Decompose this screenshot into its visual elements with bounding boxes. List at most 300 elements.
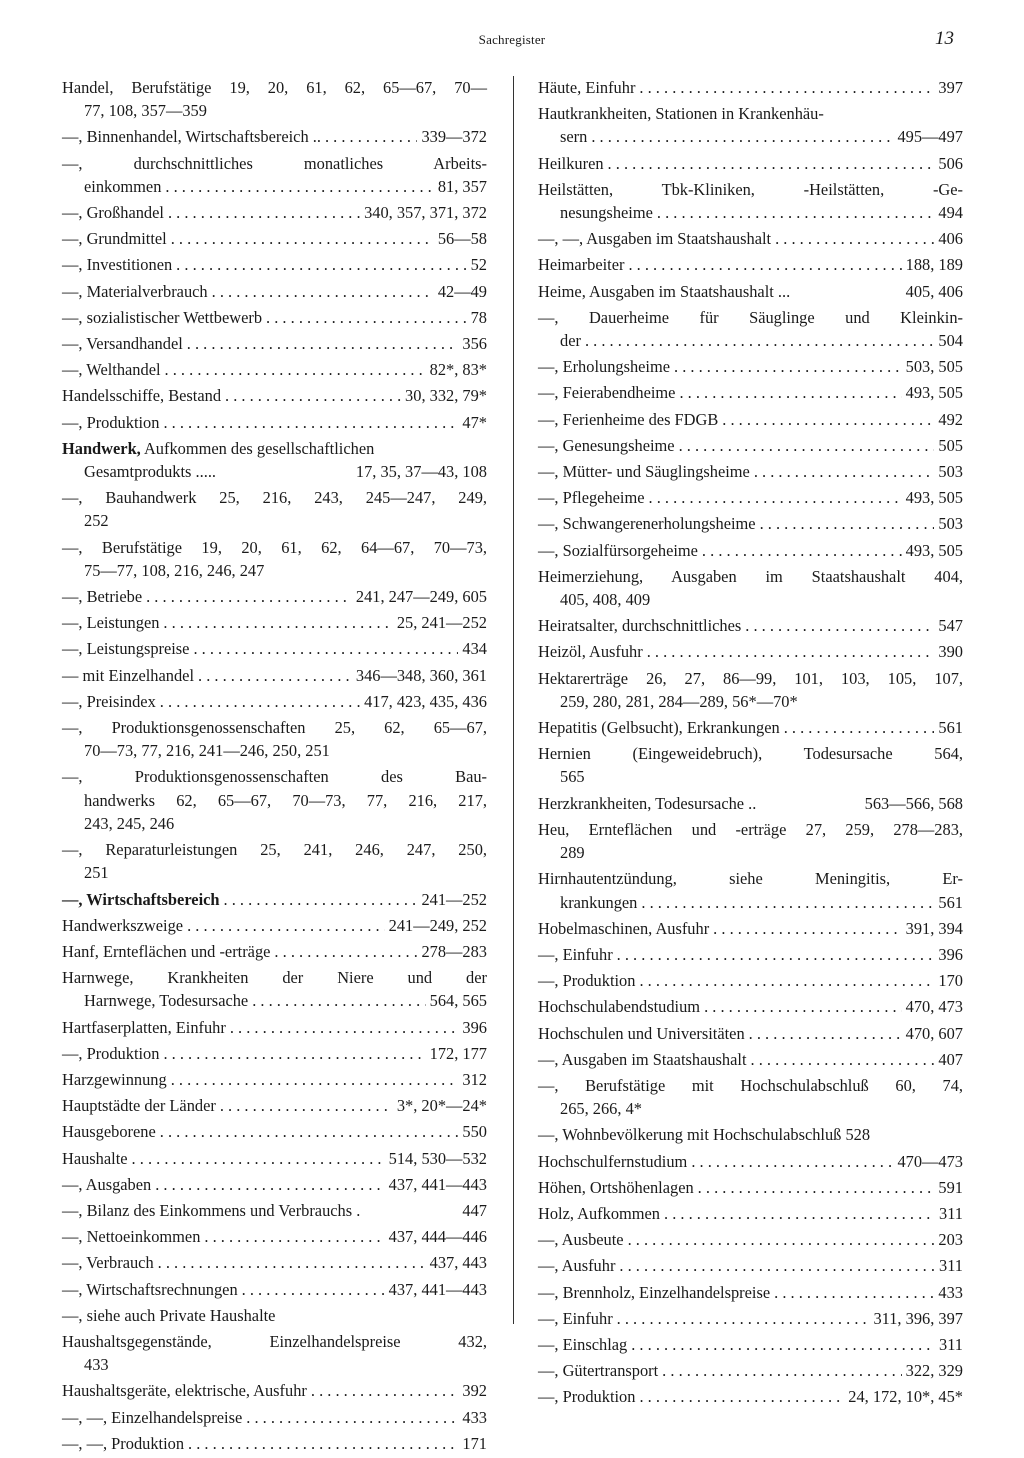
page-references: 311 [939, 1256, 963, 1276]
entry-text: Heimerziehung, Ausgaben im Staatshaushalt 404, [538, 566, 963, 586]
entry-term: —, Wirtschaftsrechnungen [62, 1279, 238, 1299]
index-line [62, 1304, 487, 1327]
index-line [538, 1123, 963, 1146]
entry-term: —, Schwangerenerholungsheime [538, 514, 756, 534]
leader-dots [639, 76, 934, 99]
index-entry [62, 585, 487, 608]
index-line [62, 1042, 487, 1065]
entry-term: Haushaltsgeräte, elektrische, Ausfuhr [62, 1381, 307, 1401]
entry-term: Hochschulabendstudium [538, 997, 701, 1017]
entry-term: Heimarbeiter [538, 255, 625, 275]
entry-text: Hirnhautentzündung, siehe Meningitis, Er- [538, 869, 963, 889]
entry-text: Heilstätten, Tbk-Kliniken, -Heilstätten, -Ge- [538, 179, 963, 199]
entry-term: —, Ferienheime des FDGB [538, 409, 719, 429]
page-references: 390 [938, 642, 963, 662]
index-line [62, 1379, 487, 1402]
entry-term: — mit Einzelhandel [62, 665, 194, 685]
leader-dots [220, 1094, 393, 1117]
page-references: 492 [938, 409, 963, 429]
leader-dots [641, 891, 934, 914]
leader-dots [722, 408, 934, 431]
index-line [538, 102, 963, 125]
index-entry [538, 640, 963, 663]
index-line [62, 486, 487, 509]
index-line [62, 1120, 487, 1143]
page-references: 494 [938, 203, 963, 223]
index-entry [538, 1176, 963, 1199]
entry-term: —, Produktion [538, 1387, 636, 1407]
page-references: 564, 565 [429, 991, 487, 1011]
index-entry [538, 943, 963, 966]
leader-dots [188, 1432, 458, 1455]
index-line [62, 227, 487, 250]
entry-text: 70—73, 77, 216, 241—246, 250, 251 [84, 741, 330, 761]
leader-dots [713, 917, 901, 940]
index-entry [538, 253, 963, 276]
index-entry [538, 1074, 963, 1120]
index-entry [538, 460, 963, 483]
leader-dots [647, 640, 935, 663]
index-line [538, 742, 963, 765]
index-line [538, 841, 963, 864]
index-line [538, 917, 963, 940]
index-line [62, 1173, 487, 1196]
entry-text: 77, 108, 357—359 [84, 101, 207, 121]
index-line [62, 1016, 487, 1039]
index-line [538, 152, 963, 175]
index-line [538, 969, 963, 992]
index-entry [538, 227, 963, 250]
entry-text: 433 [84, 1355, 109, 1375]
page-references: 241, 247—249, 605 [355, 587, 487, 607]
entry-term: —, Pflegeheime [538, 488, 645, 508]
index-line [62, 585, 487, 608]
page-references: 470, 473 [905, 997, 963, 1017]
index-line [538, 280, 963, 303]
index-line [62, 411, 487, 434]
leader-dots [266, 306, 467, 329]
index-entry [62, 1406, 487, 1429]
index-entry [62, 765, 487, 835]
leader-dots [187, 332, 459, 355]
page-references: 437, 444—446 [388, 1227, 487, 1247]
page-references: 561 [938, 718, 963, 738]
entry-term: —, —, Ausgaben im Staatshaushalt [538, 229, 772, 249]
entry-term: —, Einfuhr [538, 944, 613, 964]
leader-dots [664, 1202, 935, 1225]
entry-text: 265, 266, 4* [560, 1099, 642, 1119]
entry-term-bold: Handwerk, [62, 438, 141, 458]
index-line [62, 989, 487, 1012]
index-entry [62, 1225, 487, 1248]
leader-dots [160, 690, 360, 713]
leader-dots [784, 716, 935, 739]
index-entry [62, 966, 487, 1012]
page-references: 311 [939, 1203, 963, 1223]
index-line [62, 888, 487, 911]
entry-text: Handel, Berufstätige 19, 20, 61, 62, 65—67, 70— [62, 78, 487, 97]
index-line [538, 1022, 963, 1045]
index-entry [62, 637, 487, 660]
leader-dots [679, 381, 901, 404]
index-entry [62, 1304, 487, 1327]
page-references: 81, 357 [437, 176, 487, 196]
index-line [62, 1251, 487, 1274]
entry-text: Hektarerträge 26, 27, 86—99, 101, 103, 105, 107, [538, 668, 963, 688]
index-line [62, 739, 487, 762]
index-entry [538, 152, 963, 175]
index-line [538, 1359, 963, 1382]
page-references: 3*, 20*—24* [396, 1096, 487, 1116]
index-line [538, 1307, 963, 1330]
leader-dots [246, 1406, 458, 1429]
leader-dots [585, 329, 934, 352]
index-line [538, 792, 963, 815]
entry-text: 289 [560, 843, 585, 863]
leader-dots [325, 125, 418, 148]
page-references: 203 [938, 1230, 963, 1250]
entry-term: Gesamtprodukts ..... [84, 462, 217, 482]
entry-term: —, Welthandel [62, 360, 161, 380]
page-references: 392 [462, 1381, 487, 1401]
index-line [538, 765, 963, 788]
entry-term: —, Einschlag [538, 1334, 628, 1354]
index-line [62, 509, 487, 532]
index-entry [62, 76, 487, 122]
page-references: 437, 441—443 [388, 1174, 487, 1194]
index-entry [538, 667, 963, 713]
entry-text: Aufkommen des gesellschaftlichen [140, 438, 375, 458]
entry-text: 251 [84, 863, 109, 883]
index-entry [538, 1385, 963, 1408]
index-line [62, 664, 487, 687]
entry-term: Hochschulen und Universitäten [538, 1023, 745, 1043]
index-entry [538, 434, 963, 457]
index-line [538, 1254, 963, 1277]
index-entry [538, 917, 963, 940]
entry-text: —, siehe auch Private Haushalte [62, 1305, 276, 1325]
leader-dots [760, 512, 935, 535]
index-entry [538, 355, 963, 378]
leader-dots [617, 1307, 870, 1330]
entry-term: —, Ausfuhr [538, 1256, 616, 1276]
entry-term: —, Mütter- und Säuglingsheime [538, 462, 750, 482]
entry-term: —, Produktion [62, 1043, 160, 1063]
index-entry [62, 332, 487, 355]
page-references: 170 [938, 971, 963, 991]
index-line [538, 667, 963, 690]
entry-term: Handwerkszweige [62, 915, 184, 935]
index-entry [538, 1123, 963, 1146]
page-references: 550 [462, 1122, 487, 1142]
index-line [62, 384, 487, 407]
entry-term: —, Produktion [538, 971, 636, 991]
entry-term: Heizöl, Ausfuhr [538, 642, 643, 662]
leader-dots [311, 1379, 459, 1402]
index-line [62, 966, 487, 989]
entry-text: 405, 408, 409 [560, 590, 651, 610]
index-entry [538, 486, 963, 509]
entry-term: —, Ausgaben im Staatshaushalt [538, 1049, 747, 1069]
page-references: 78 [470, 307, 487, 327]
index-column-left [62, 76, 487, 1458]
column-divider [513, 76, 514, 1324]
index-entry [62, 1042, 487, 1065]
page-references: 52 [470, 255, 487, 275]
index-entry [62, 358, 487, 381]
leader-dots [749, 1022, 902, 1045]
index-line [538, 565, 963, 588]
index-entry [62, 1120, 487, 1143]
index-entry [62, 1068, 487, 1091]
page-references: 346—348, 360, 361 [355, 665, 487, 685]
leader-dots [158, 1251, 426, 1274]
page-references: 406 [938, 229, 963, 249]
entry-term: Höhen, Ortshöhenlagen [538, 1177, 694, 1197]
page-references: 241—252 [421, 889, 487, 909]
entry-text: 252 [84, 511, 109, 531]
entry-text: —, Dauerheime für Säuglinge und Kleinkin- [538, 307, 963, 327]
entry-term: —, Preisindex [62, 691, 156, 711]
leader-dots [163, 1042, 425, 1065]
index-line [538, 943, 963, 966]
entry-term: sern [560, 127, 588, 147]
leader-dots [171, 227, 434, 250]
index-line [538, 355, 963, 378]
page-references: 56—58 [437, 229, 487, 249]
entry-term: Handelsschiffe, Bestand [62, 386, 222, 406]
index-entry [62, 536, 487, 582]
leader-dots [132, 1147, 385, 1170]
index-line [538, 995, 963, 1018]
leader-dots [165, 358, 426, 381]
entry-text: handwerks 62, 65—67, 70—73, 77, 216, 217, [84, 790, 487, 810]
entry-term: Häute, Einfuhr [538, 78, 636, 97]
entry-term: Heime, Ausgaben im Staatshaushalt ... [538, 281, 791, 301]
index-entry [62, 1278, 487, 1301]
leader-dots [691, 1150, 893, 1173]
page-references: 505 [938, 435, 963, 455]
index-entry [62, 437, 487, 483]
leader-dots [649, 486, 902, 509]
index-entry [62, 280, 487, 303]
page-references: 391, 394 [905, 918, 963, 938]
index-entry [538, 969, 963, 992]
leader-dots [204, 1225, 384, 1248]
entry-term: —, sozialistischer Wettbewerb [62, 307, 263, 327]
page-references: 311, 396, 397 [873, 1308, 963, 1328]
index-entry [538, 1048, 963, 1071]
index-entry [538, 1150, 963, 1173]
index-line [538, 1281, 963, 1304]
leader-dots [702, 539, 902, 562]
index-line [62, 1406, 487, 1429]
page-references: 434 [462, 639, 487, 659]
entry-term: nesungsheime [560, 203, 653, 223]
index-line [62, 152, 487, 175]
page-references: 447 [462, 1200, 487, 1220]
index-line [538, 434, 963, 457]
entry-term [62, 888, 220, 911]
page-references: 312 [462, 1069, 487, 1089]
index-entry [538, 1022, 963, 1045]
index-line [62, 536, 487, 559]
index-line [62, 253, 487, 276]
page-references: 405, 406 [905, 281, 963, 301]
index-entry [62, 201, 487, 224]
entry-term: —, Leistungen [62, 613, 160, 633]
index-line [62, 861, 487, 884]
page-references: 25, 241—252 [396, 613, 487, 633]
index-entry [62, 914, 487, 937]
index-line [538, 867, 963, 890]
entry-term: —, Großhandel [62, 203, 164, 223]
entry-text: —, Reparaturleistungen 25, 241, 246, 247, 250, [62, 840, 487, 860]
index-line [62, 437, 487, 460]
entry-term: —, Betriebe [62, 587, 143, 607]
page-references: 437, 441—443 [388, 1279, 487, 1299]
index-entry [538, 280, 963, 303]
leader-dots [212, 280, 434, 303]
entry-term-bold: —, Wirtschaftsbereich [62, 889, 220, 909]
index-line [62, 1353, 487, 1376]
index-line [538, 227, 963, 250]
entry-text: 565 [560, 767, 585, 787]
index-entry [62, 227, 487, 250]
entry-gap [538, 1409, 963, 1412]
index-entry [538, 1254, 963, 1277]
index-line [62, 1330, 487, 1353]
index-line [62, 789, 487, 812]
index-entry [538, 742, 963, 788]
index-line [62, 175, 487, 198]
page-references: 503 [938, 514, 963, 534]
index-line [538, 178, 963, 201]
leader-dots [617, 943, 935, 966]
entry-text: Hernien (Eingeweidebruch), Todesursache 564, [538, 744, 963, 764]
page-references: 396 [938, 944, 963, 964]
entry-text: 75—77, 108, 216, 246, 247 [84, 560, 265, 580]
page-references: 17, 35, 37—43, 108 [355, 462, 487, 482]
page-references: 397 [938, 78, 963, 97]
leader-dots [674, 355, 902, 378]
page-references: 503, 505 [905, 357, 963, 377]
leader-dots [187, 914, 385, 937]
entry-text: 259, 280, 281, 284—289, 56*—70* [560, 691, 798, 711]
entry-text: Harnwege, Krankheiten der Niere und der [62, 968, 487, 988]
leader-dots [155, 1173, 384, 1196]
page-references: 495—497 [897, 127, 963, 147]
entry-text: —, durchschnittliches monatliches Arbeits- [62, 153, 487, 173]
leader-dots [619, 1254, 935, 1277]
entry-text: —, Produktionsgenossenschaften 25, 62, 65—67, [62, 718, 487, 738]
entry-term: —, Feierabendheime [538, 383, 676, 403]
leader-dots [745, 614, 934, 637]
page-references: 396 [462, 1017, 487, 1037]
entry-term: —, Brennholz, Einzelhandelspreise [538, 1282, 771, 1302]
leader-dots [591, 125, 893, 148]
index-entry [538, 76, 963, 99]
page-references: 339—372 [421, 127, 487, 147]
leader-dots [775, 227, 934, 250]
leader-dots [751, 1048, 935, 1071]
page-references: 47* [462, 412, 487, 432]
index-entry [62, 253, 487, 276]
index-entry [62, 1251, 487, 1274]
leader-dots [639, 969, 934, 992]
index-line [538, 1385, 963, 1408]
index-line [62, 332, 487, 355]
leader-dots [171, 1068, 459, 1091]
leader-dots [631, 1333, 935, 1356]
index-line [538, 1150, 963, 1173]
leader-dots [146, 585, 352, 608]
index-line [538, 125, 963, 148]
index-line [538, 76, 963, 99]
index-line [62, 358, 487, 381]
entry-term: Harnwege, Todesursache [84, 991, 249, 1011]
index-line [62, 637, 487, 660]
leader-dots [704, 995, 902, 1018]
index-line [538, 1202, 963, 1225]
index-entry [538, 818, 963, 864]
entry-text: Heu, Ernteflächen und -erträge 27, 259, 278—283, [538, 819, 963, 839]
page-references: 493, 505 [905, 383, 963, 403]
index-line [62, 812, 487, 835]
running-header: Sachregister [478, 32, 546, 47]
index-line [538, 512, 963, 535]
leader-dots [193, 637, 458, 660]
page-references: 42—49 [437, 281, 487, 301]
leader-dots [230, 1016, 459, 1039]
index-line [538, 1097, 963, 1120]
index-line [538, 408, 963, 431]
entry-term: Haushalte [62, 1148, 128, 1168]
index-line [62, 1278, 487, 1301]
entry-term: Hartfaserplatten, Einfuhr [62, 1017, 226, 1037]
page-references: 591 [938, 1177, 963, 1197]
entry-term: einkommen [84, 176, 162, 196]
leader-dots [160, 1120, 459, 1143]
index-line [62, 1068, 487, 1091]
index-entry [538, 306, 963, 352]
entry-term: Hochschulfernstudium [538, 1151, 688, 1171]
page-references: 506 [938, 153, 963, 173]
entry-term: krankungen [560, 892, 638, 912]
entry-term: —, Leistungspreise [62, 639, 190, 659]
index-line [62, 940, 487, 963]
entry-term: —, Genesungsheime [538, 435, 675, 455]
page-references: 407 [938, 1049, 963, 1069]
index-entry [538, 1281, 963, 1304]
index-line [538, 306, 963, 329]
entry-term: Hausgeborene [62, 1122, 156, 1142]
leader-dots [224, 888, 418, 911]
index-entry [538, 178, 963, 224]
page-references: 417, 423, 435, 436 [364, 691, 487, 711]
index-entry [538, 102, 963, 148]
page-references: 172, 177 [429, 1043, 487, 1063]
page-references: 188, 189 [905, 255, 963, 275]
index-line [62, 1199, 487, 1222]
index-line [538, 891, 963, 914]
index-entry [62, 611, 487, 634]
leader-dots [698, 1176, 935, 1199]
entry-term: —, Bilanz des Einkommens und Verbrauchs . [62, 1200, 361, 1220]
page-references: 470—473 [897, 1151, 963, 1171]
page-references: 547 [938, 616, 963, 636]
entry-term: —, Materialverbrauch [62, 281, 208, 301]
